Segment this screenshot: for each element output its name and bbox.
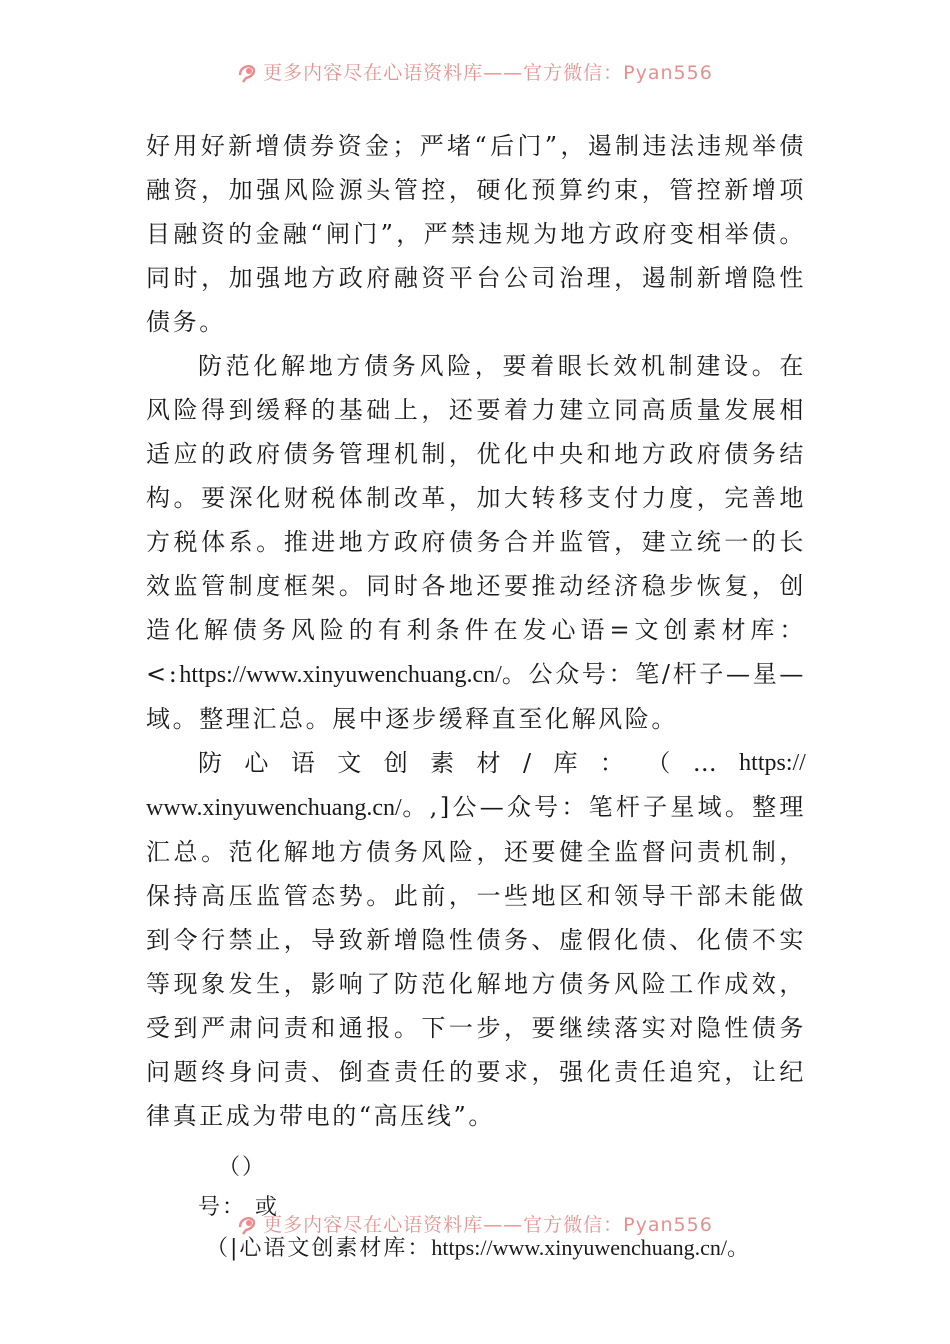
tail-line-1: （） (218, 1155, 267, 1180)
tail-line-2: 号： 或 (198, 1195, 279, 1220)
paragraph-3-spread-line (198, 741, 806, 785)
watermark-text: 更多内容尽在心语资料库——官方微信：Pyan556 (263, 62, 713, 84)
spread-url-part[interactable]: https:// (739, 750, 806, 776)
paragraph-2 (146, 344, 806, 741)
tail-line-3-suffix: 。 (726, 1236, 751, 1261)
tail-line-3-url[interactable]: https://www.xinyuwenchuang.cn/ (431, 1235, 727, 1260)
spread-char: 语 (290, 749, 315, 777)
paragraph-2-url[interactable]: https://www.xinyuwenchuang.cn/ (179, 662, 502, 688)
spread-char: 素 (430, 749, 455, 777)
spread-char: 创 (383, 749, 408, 777)
paragraph-1: 好用好新增债券资金；严堵“后门”，遏制违法违规举债融资，加强风险源头管控，硬化预算约束，管控新增项目融资的金融“闸门”，严禁违规为地方政府变相举债。同时，加强地方政府融资平台公司治理，遏制新增隐性债务。 (146, 132, 806, 336)
spread-char: 库 (553, 749, 578, 777)
footer-watermark (0, 1210, 950, 1236)
paragraph-3-url[interactable]: www.xinyuwenchuang.cn/ (146, 795, 402, 821)
spread-char: 心 (244, 749, 269, 777)
paragraph-3 (146, 785, 806, 1138)
document-body (146, 124, 806, 1269)
brand-logo-icon (237, 1213, 259, 1235)
paragraph-3-text: 。,]公—众号：笔杆子星域。整理汇总。范化解地方债务风险，还要健全监督问责机制，保持高压监管态势。此前，一些地区和领导干部未能做到令行禁止，导致新增隐性债务、虚假化债、化债不实等现象发生，影响了防范化解地方债务风险工作成效，受到严肃问责和通报。下一步，要继续落实对隐性债务问题终身问责、倒查责任的要求，强化责任追究，让纪律真正成为带电的“高压线”。 (146, 793, 806, 1130)
spread-char: 材 (476, 749, 501, 777)
spread-char: / (522, 749, 532, 777)
paragraph-2-tail: 。公众号：笔/杆子—星—域。整理汇总。展中逐步缓释直至化解风险。 (146, 660, 806, 733)
spread-char: （ (646, 749, 671, 777)
spread-char: 文 (337, 749, 362, 777)
brand-logo-icon (237, 61, 259, 83)
paragraph-2-text: 防范化解地方债务风险，要着眼长效机制建设。在风险得到缓释的基础上，还要着力建立同高质量发展相适应的政府债务管理机制，优化中央和地方政府债务结构。要深化财税体制改革，加大转移支付力度，完善地方税体系。推进地方政府债务合并监管，建立统一的长效监管制度框架。同时各地还要推动经济稳步恢复，创造化解债务风险的有利条件在发心语=文创素材库：<: (146, 352, 806, 688)
spread-char: ： (599, 749, 624, 777)
spread-char: … (692, 749, 717, 777)
header-watermark (0, 58, 950, 84)
spread-char: 防 (198, 749, 222, 777)
tail-line-3-prefix: （|心语文创素材库： (206, 1236, 432, 1261)
watermark-text: 更多内容尽在心语资料库——官方微信：Pyan556 (263, 1214, 713, 1236)
